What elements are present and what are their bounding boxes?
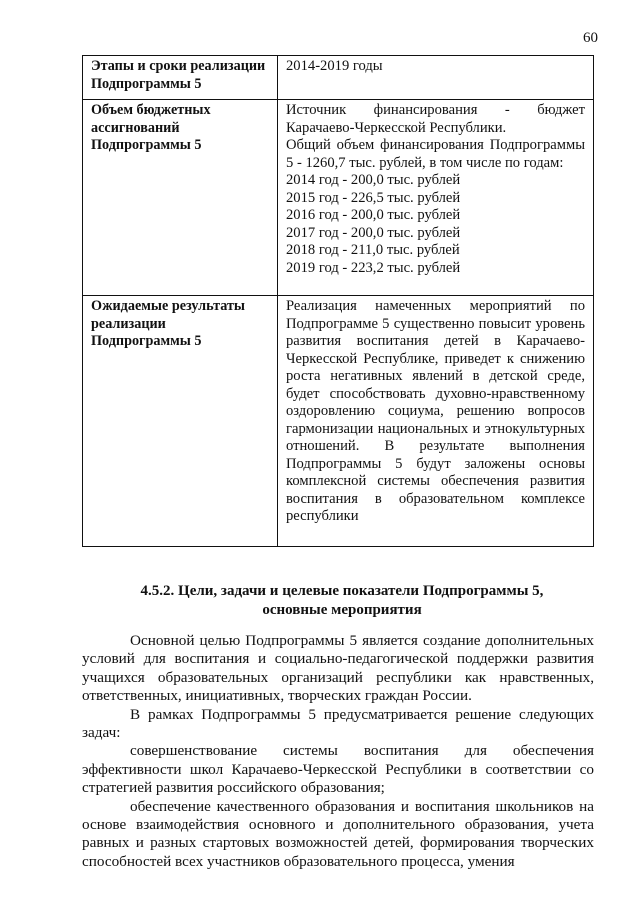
value-line: Источник финансирования - бюджет Карачаево-Черкесской Республики.: [286, 102, 585, 136]
row-label-results: Ожидаемые результаты реализации Подпрограммы 5: [83, 296, 278, 547]
table-row: [83, 296, 594, 547]
table-row: [83, 56, 594, 100]
cell-spacer: [286, 277, 585, 289]
page-number: 60: [583, 30, 598, 46]
row-label-stages: Этапы и сроки реализации Подпрограммы 5: [83, 56, 278, 100]
value-line-year: 2018 год - 211,0 тыс. рублей: [286, 242, 460, 258]
value-line: 2014-2019 годы: [286, 58, 383, 74]
value-line-year: 2016 год - 200,0 тыс. рублей: [286, 207, 461, 223]
value-line-year: 2014 год - 200,0 тыс. рублей: [286, 172, 461, 188]
paragraph: В рамках Подпрограммы 5 предусматривается решение следующих задач:: [82, 705, 594, 742]
value-line-year: 2019 год - 223,2 тыс. рублей: [286, 259, 461, 276]
row-value-results: [278, 296, 594, 547]
value-line-year: 2015 год - 226,5 тыс. рублей: [286, 189, 461, 206]
body-text: [82, 632, 594, 871]
value-line: Общий объем финансирования Подпрограммы 5 - 1260,7 тыс. рублей, в том числе по годам:: [286, 137, 585, 171]
row-value-stages: [278, 56, 594, 100]
table-row: [83, 100, 594, 296]
section-heading-line: 4.5.2. Цели, задачи и целевые показатели Подпрограммы 5,: [140, 583, 544, 599]
cell-spacer: [286, 526, 585, 540]
section-heading-line: основные мероприятия: [262, 602, 422, 618]
paragraph: совершенствование системы воспитания для обеспечения эффективности школ Карачаево-Черкесской Республики в соответствии со стратегией развития российского образования;: [82, 742, 594, 797]
paragraph: обеспечение качественного образования и воспитания школьников на основе взаимодействия основного и дополнительного образования, учета равных и разных стартовых возможностей детей, формирования творческих способностей всех участников образовательного процесса, умения: [82, 797, 594, 870]
row-value-budget: [278, 100, 594, 296]
row-label-budget: Объем бюджетных ассигнований Подпрограммы 5: [83, 100, 278, 296]
value-line: Реализация намеченных мероприятий по Подпрограмме 5 существенно повысит уровень развития воспитания детей в Карачаево-Черкесской Республике, приведет к снижению роста негативных явлений в детской среде, будет способствовать духовно-нравственному оздоровлению социума, решению вопросов гармонизации национальных и этнокультурных отношений. В результате выполнения Подпрограммы 5 будут заложены основы комплексной системы обеспечения развития воспитания в образовательном комплексе республики: [286, 298, 585, 524]
paragraph: Основной целью Подпрограммы 5 является создание дополнительных условий для воспитания и социально-педагогической поддержки развития учащихся образовательных организаций республики как нравственных, ответственных, инициативных, творческих граждан России.: [82, 632, 594, 705]
subprogram-passport-table: [82, 55, 594, 547]
section-heading: [100, 582, 584, 620]
value-line-year: 2017 год - 200,0 тыс. рублей: [286, 224, 461, 241]
